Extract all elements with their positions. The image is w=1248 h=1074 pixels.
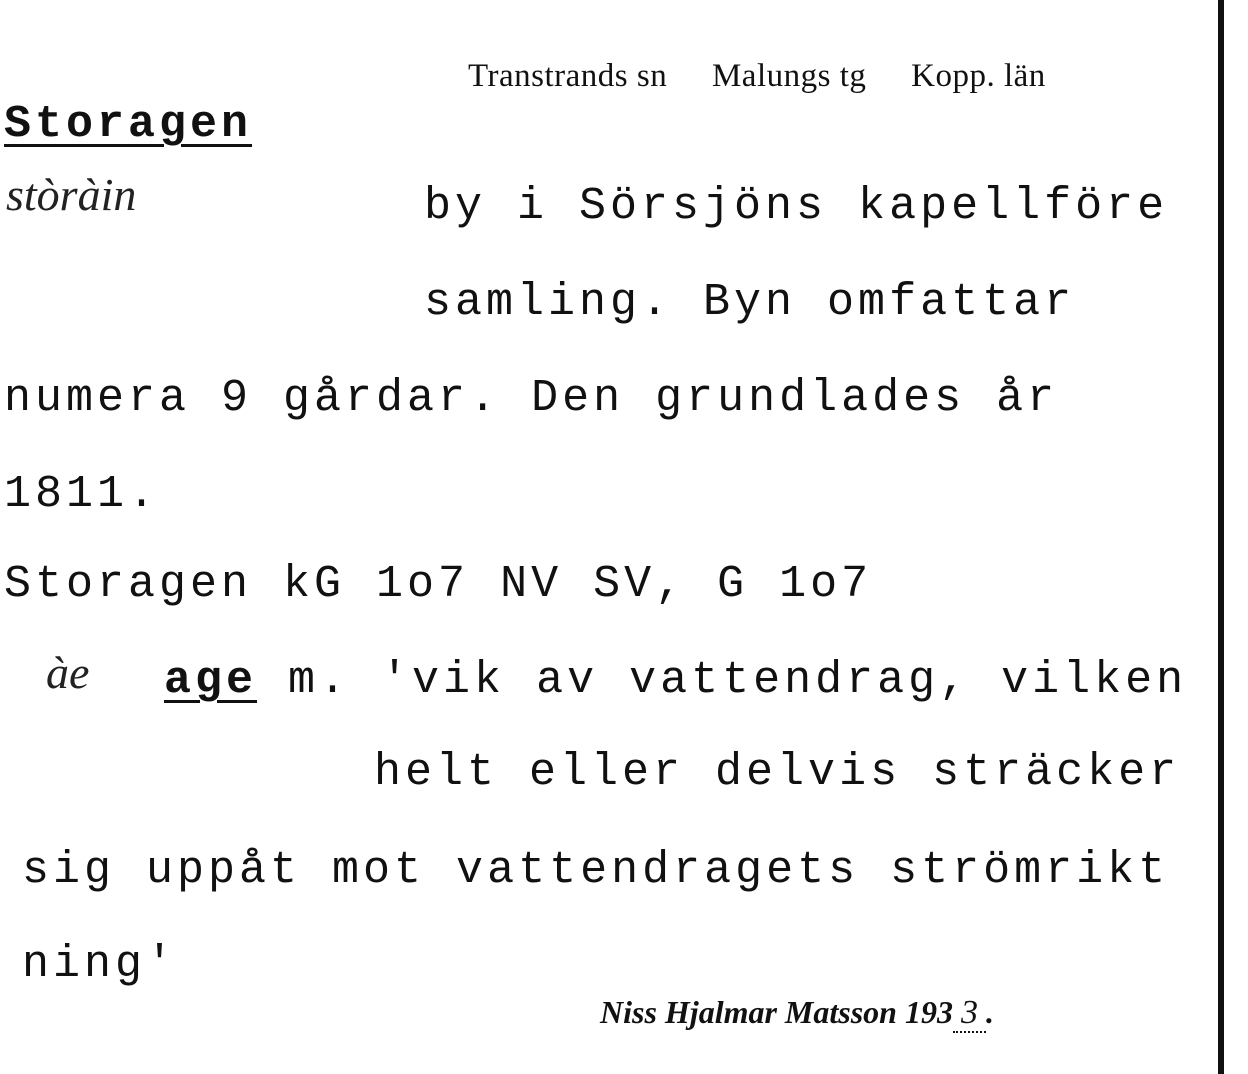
- parish-label: Transtrands sn: [468, 58, 668, 94]
- district-label: Malungs tg: [711, 58, 867, 94]
- county-label: Kopp. län: [911, 58, 1046, 94]
- card-edge-line: [1218, 0, 1224, 1074]
- element-line: [164, 655, 1188, 706]
- signature-year-prefix: 193: [904, 994, 953, 1030]
- definition-line-3: sig uppåt mot vattendragets strömrikt: [22, 845, 1170, 896]
- signature: [600, 994, 994, 1032]
- headword: Storagen: [4, 99, 253, 150]
- text-line-5: Storagen kG 1o7 NV SV, G 1o7: [4, 559, 873, 610]
- definition-line-2: helt eller delvis sträcker: [374, 747, 1181, 798]
- text-line-4: 1811.: [4, 469, 160, 520]
- card-header: [468, 58, 1046, 95]
- signature-year-digit: 3: [953, 994, 986, 1033]
- text-line-1: by i Sörsjöns kapellföre: [424, 181, 1169, 232]
- text-line-2: samling. Byn omfattar: [424, 277, 1076, 328]
- pronunciation-handwritten: stòràin: [6, 169, 137, 220]
- element-word: age: [164, 655, 258, 706]
- signature-year-suffix: .: [985, 994, 994, 1030]
- signature-name: Niss Hjalmar Matsson: [600, 994, 897, 1030]
- element-pronunciation-handwritten: àe: [46, 647, 90, 698]
- definition-line-4: ning': [22, 939, 178, 990]
- text-line-3: numera 9 gårdar. Den grundlades år: [4, 373, 1059, 424]
- element-definition: m. 'vik av vattendrag, vilken: [288, 655, 1188, 706]
